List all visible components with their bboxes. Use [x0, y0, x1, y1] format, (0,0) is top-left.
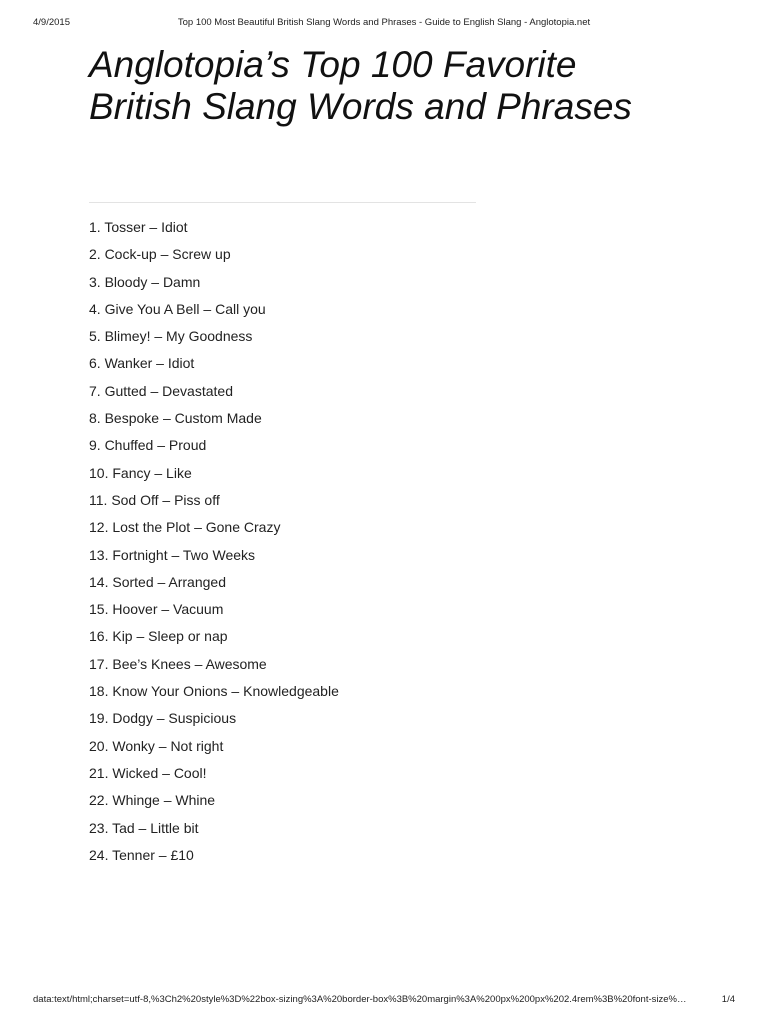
slang-list-item: 5. Blimey! – My Goodness [89, 328, 253, 345]
slang-list-item: 15. Hoover – Vacuum [89, 601, 224, 618]
slang-list-item: 2. Cock-up – Screw up [89, 246, 231, 263]
slang-list-item: 6. Wanker – Idiot [89, 355, 195, 372]
slang-list-item: 19. Dodgy – Suspicious [89, 710, 237, 727]
slang-list-item: 10. Fancy – Like [89, 464, 192, 481]
slang-list-item: 9. Chuffed – Proud [89, 437, 207, 454]
slang-list-item: 4. Give You A Bell – Call you [89, 300, 266, 317]
slang-list-item: 21. Wicked – Cool! [89, 764, 207, 781]
print-header [33, 17, 735, 31]
page-title [89, 44, 729, 128]
slang-list-item: 13. Fortnight – Two Weeks [89, 546, 256, 563]
slang-list-item: 16. Kip – Sleep or nap [89, 628, 228, 645]
print-source-url: data:text/html;charset=utf-8,%3Ch2%20style%3D%22box-sizing%3A%20border-box%3B%20margin%3A%200px%200px%202.4rem%3B%20font-size%… [33, 994, 687, 1005]
slang-list-item: 1. Tosser – Idiot [89, 219, 188, 235]
slang-list-item: 8. Bespoke – Custom Made [89, 410, 262, 427]
print-date: 4/9/2015 [33, 17, 70, 28]
slang-list-item: 20. Wonky – Not right [89, 737, 224, 754]
print-document-title: Top 100 Most Beautiful British Slang Words and Phrases - Guide to English Slang - Anglotopia.net [177, 17, 591, 28]
slang-list-item: 14. Sorted – Arranged [89, 573, 226, 590]
print-footer [33, 994, 735, 1008]
page-title-line-2: British Slang Words and Phrases [89, 86, 632, 127]
slang-list [89, 214, 339, 869]
slang-list-item: 17. Bee’s Knees – Awesome [89, 655, 267, 672]
slang-list-item: 12. Lost the Plot – Gone Crazy [89, 519, 281, 536]
slang-list-item: 3. Bloody – Damn [89, 273, 201, 290]
slang-list-item: 24. Tenner – £10 [89, 846, 194, 863]
slang-list-item: 22. Whinge – Whine [89, 792, 216, 809]
slang-list-item: 23. Tad – Little bit [89, 819, 199, 836]
page-number: 1/4 [721, 994, 735, 1005]
slang-list-item: 18. Know Your Onions – Knowledgeable [89, 683, 339, 700]
slang-list-item: 11. Sod Off – Piss off [89, 491, 220, 508]
page-title-line-1: Anglotopia’s Top 100 Favorite [89, 44, 577, 85]
slang-list-item: 7. Gutted – Devastated [89, 382, 233, 399]
title-divider [89, 202, 476, 203]
